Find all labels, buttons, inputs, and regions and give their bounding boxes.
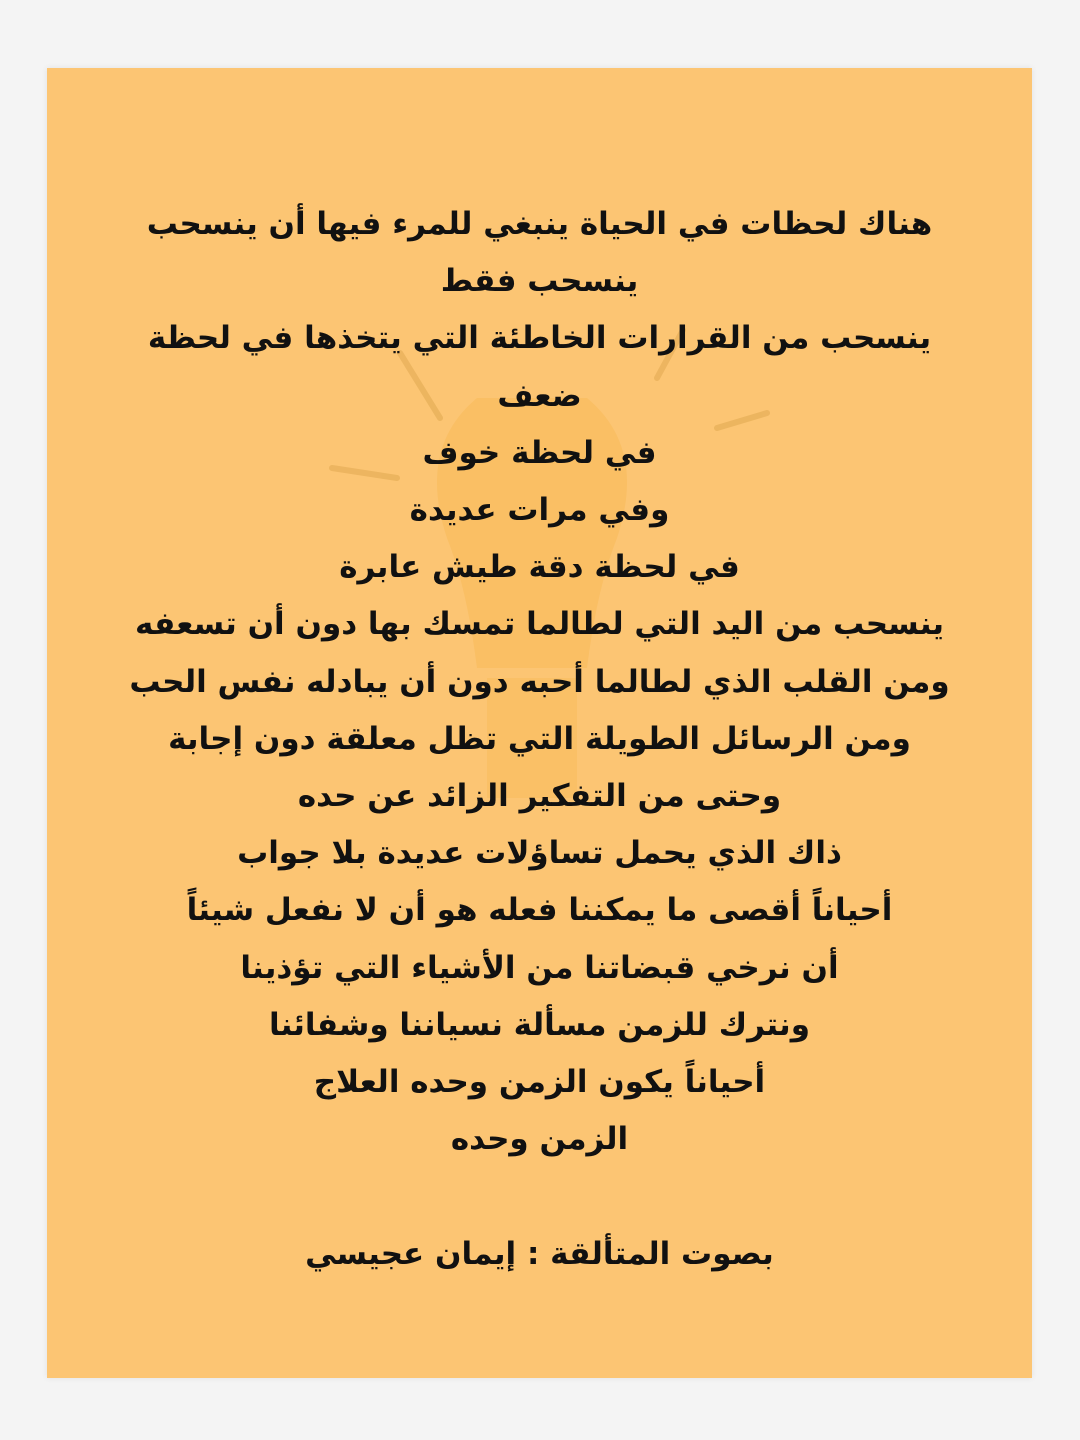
poem-line: في لحظة دقة طيش عابرة [339,549,740,586]
poem-line: ونترك للزمن مسألة نسياننا وشفائنا [269,1006,810,1043]
poem-line: ينسحب من القرارات الخاطئة التي يتخذها في لحظة [147,320,932,357]
poem-card [47,68,1032,1378]
poem-line: في لحظة خوف [422,434,657,471]
poem-line: أحياناً يكون الزمن وحده العلاج [313,1064,766,1101]
poem-line: ومن الرسائل الطويلة التي تظل معلقة دون إجابة [168,720,911,757]
signature: بصوت المتألقة : إيمان عجيسي [305,1235,774,1272]
poem-line: أن نرخي قبضاتنا من الأشياء التي تؤذينا [240,949,839,986]
poem-line: هناك لحظات في الحياة ينبغي للمرء فيها أن ينسحب [146,206,933,242]
poem-line: ضعف [497,377,582,414]
poem-line: ينسحب من اليد التي لطالما تمسك بها دون أن تسعفه [135,606,944,643]
poem-line: وفي مرات عديدة [409,492,670,529]
poem-line: وحتى من التفكير الزائد عن حده [297,778,782,815]
poem-line: ينسحب فقط [440,263,639,300]
poem-line: أحياناً أقصى ما يمكننا فعله هو أن لا نفعل شيئاً [186,892,893,929]
poem-line: ومن القلب الذي لطالما أحبه دون أن يبادله نفس الحب [129,663,950,700]
poem-text [47,196,1032,1283]
poem-line: الزمن وحده [450,1121,629,1158]
poem-line: ذاك الذي يحمل تساؤلات عديدة بلا جواب [237,835,842,872]
